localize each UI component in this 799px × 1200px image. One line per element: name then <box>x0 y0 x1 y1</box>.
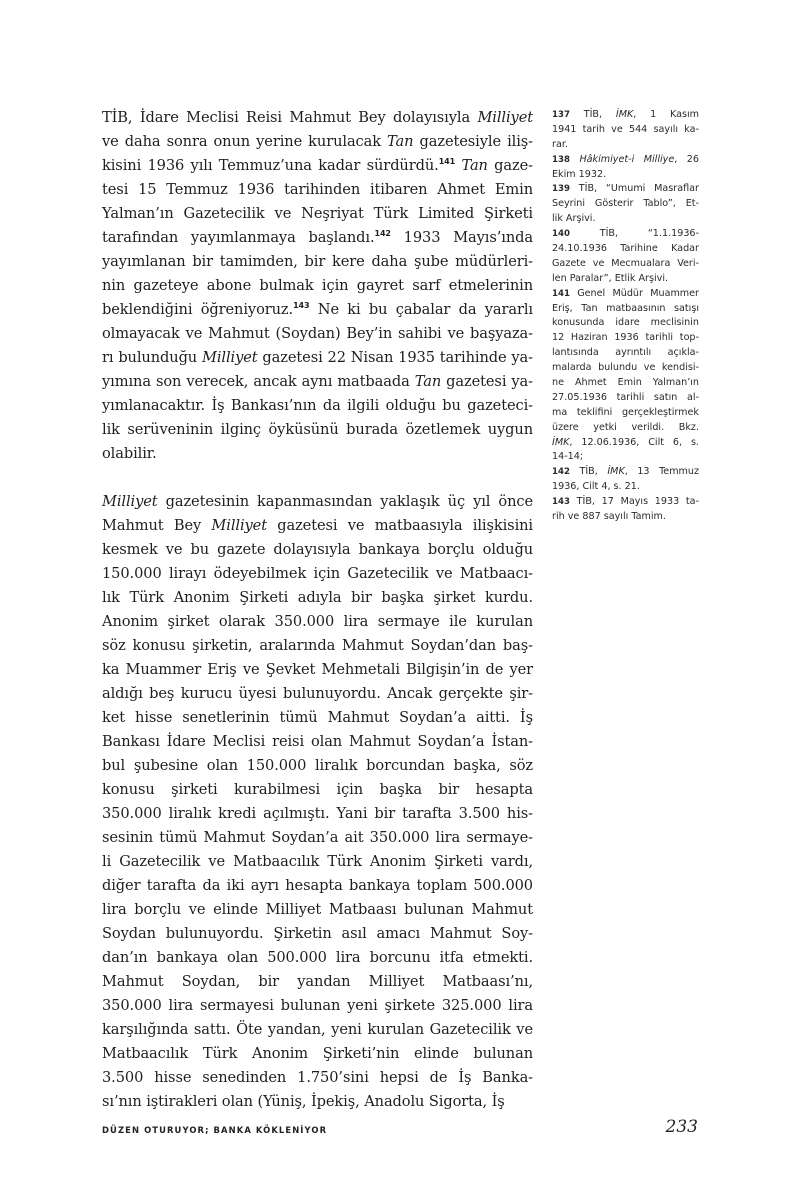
footnote-line: Ekim 1932. <box>552 168 607 180</box>
text-line: bul şubesine olan 150.000 liralık borcundan başka, söz <box>102 757 533 774</box>
text-line: nin gazeteye abone bulmak için gayret sarf etmelerinin <box>102 277 533 294</box>
footnote-139 <box>552 182 699 227</box>
running-head: DÜZEN OTURUYOR; BANKA KÖKLENİYOR <box>102 1125 328 1135</box>
footnote-line: 24.10.1936 Tarihine Kadar <box>552 243 699 255</box>
footnote-138 <box>552 153 699 183</box>
text-line: Soydan bulunuyordu. Şirketin asıl amacı Mahmut Soy- <box>102 925 533 942</box>
text-line: Mahmut Bey Milliyet gazetesi ve matbaasıyla ilişkisini <box>102 517 534 534</box>
footnote-line: Eriş, Tan matbaasının satışı <box>552 302 699 314</box>
text-line: kisini 1936 yılı Temmuz’una kadar sürdürdü.$^{141}$ Tan gaze- <box>102 157 533 174</box>
text-line: söz konusu şirketin, aralarında Mahmut Soydan’dan baş- <box>102 637 533 654</box>
footnote-141 <box>552 287 699 466</box>
text-line: diğer tarafta da iki ayrı hesapta bankaya toplam 500.000 <box>102 877 533 894</box>
text-line: 3.500 hisse senedinden 1.750’sini hepsi de İş Banka- <box>102 1069 533 1086</box>
footnote-line: 140 TİB, “1.1.1936- <box>552 228 699 240</box>
footnote-line: 137 TİB, İMK, 1 Kasım <box>552 109 700 120</box>
footnote-line: 1941 tarih ve 544 sayılı ka- <box>552 123 699 135</box>
text-line: yımına son verecek, ancak aynı matbaada Tan gazetesi ya- <box>102 373 533 390</box>
text-line: aldığı beş kurucu üyesi bulunuyordu. Ancak gerçekte şir- <box>102 685 533 702</box>
footnote-143 <box>552 495 699 525</box>
text-line: TİB, İdare Meclisi Reisi Mahmut Bey dolayısıyla Milliyet <box>102 109 533 126</box>
footnote-line: konusunda idare meclisinin <box>552 317 699 329</box>
footnote-line: 143 TİB, 17 Mayıs 1933 ta- <box>552 496 699 508</box>
text-line: Bankası İdare Meclisi reisi olan Mahmut Soydan’a İstan- <box>102 733 533 750</box>
text-line: olabilir. <box>102 445 157 462</box>
footnote-number: 137 <box>552 110 570 120</box>
text-line: Anonim şirket olarak 350.000 lira sermaye ile kurulan <box>102 613 533 630</box>
footnote-140 <box>552 227 699 287</box>
text-line: beklendiğini öğreniyoruz.$^{143}$ Ne ki bu çabalar da yararlı <box>102 301 533 318</box>
text-line: Yalman’ın Gazetecilik ve Neşriyat Türk Limited Şirketi <box>102 205 533 222</box>
text-line: 150.000 lirayı ödeyebilmek için Gazetecilik ve Matbaacı- <box>102 565 533 582</box>
text-line: 350.000 liralık kredi açılmıştı. Yani bir tarafta 3.500 his- <box>102 805 533 822</box>
footnote-line: lik Arşivi. <box>552 213 596 225</box>
text-line: yımlanacaktır. İş Bankası’nın da ilgili olduğu bu gazeteci- <box>102 397 533 414</box>
footnote-line: İMK, 12.06.1936, Cilt 6, s. <box>552 436 699 448</box>
page-number: 233 <box>665 1117 698 1137</box>
text-line: lik serüveninin ilginç öyküsünü burada özetlemek uygun <box>102 421 533 438</box>
text-line: konusu şirketi kurabilmesi için başka bir hesapta <box>102 781 533 798</box>
text-line: sesinin tümü Mahmut Soydan’a ait 350.000 lira sermaye- <box>102 829 533 846</box>
footnote-line: 141 Genel Müdür Muammer <box>552 287 699 299</box>
footnote-line: 138 Hâkimiyet-i Milliye, 26 <box>552 153 699 165</box>
text-line: yayımlanan bir tamimden, bir kere daha şube müdürleri- <box>102 253 533 270</box>
footnote-line: üzere yetki verildi. Bkz. <box>552 421 699 433</box>
text-line: ve daha sonra onun yerine kurulacak Tan gazetesiyle iliş- <box>102 133 533 150</box>
text-line: lira borçlu ve elinde Milliyet Matbaası bulunan Mahmut <box>102 901 533 918</box>
footnote-line: Seyrini Gösterir Tablo”, Et- <box>552 198 699 210</box>
footnote-line: rih ve 887 sayılı Tamim. <box>552 511 666 523</box>
text-line: lık Türk Anonim Şirketi adıyla bir başka şirket kurdu. <box>102 589 533 606</box>
paragraph <box>102 490 533 1114</box>
footnote-number: 140 <box>552 229 570 240</box>
footnote-line: lantısında ayrıntılı açıkla- <box>552 347 699 359</box>
text-line: 350.000 lira sermayesi bulunan yeni şirkete 325.000 lira <box>102 997 533 1014</box>
text-line: Mahmut Soydan, bir yandan Milliyet Matbaası’nı, <box>102 973 533 990</box>
text-line: rı bulunduğu Milliyet gazetesi 22 Nisan 1935 tarihinde ya- <box>102 349 533 366</box>
footnote-line: 27.05.1936 tarihli satın al- <box>552 391 699 403</box>
footnote-line: 1936, Cilt 4, s. 21. <box>552 481 640 493</box>
footnote-line: ma teklifini gerçekleştirmek <box>552 406 699 418</box>
footnote-line: 14-14; <box>552 451 584 463</box>
text-line: tesi 15 Temmuz 1936 tarihinden itibaren Ahmet Emin <box>102 181 533 198</box>
text-line: sı’nın iştirakleri olan (Yüniş, İpekiş, Anadolu Sigorta, İş <box>102 1093 505 1110</box>
footnote-line: rar. <box>552 138 568 150</box>
footnote-line: Gazete ve Mecmualara Veri- <box>552 257 699 269</box>
footnote-number: 138 <box>552 154 570 165</box>
footnotes-sidebar <box>552 108 699 525</box>
text-line: tarafından yayımlanmaya başlandı.$^{142}$ 1933 Mayıs’ında <box>102 229 533 246</box>
footnote-line: len Paralar”, Etlik Arşivi. <box>552 272 669 284</box>
footnote-number: 141 <box>552 288 570 299</box>
text-line: olmayacak ve Mahmut (Soydan) Bey’in sahibi ve başyaza- <box>102 325 533 342</box>
footnote-142 <box>552 465 699 495</box>
footnote-137 <box>552 108 699 153</box>
text-line: li Gazetecilik ve Matbaacılık Türk Anonim Şirketi vardı, <box>102 853 533 870</box>
text-line: dan’ın bankaya olan 500.000 lira borcunu itfa etmekti. <box>102 949 533 966</box>
text-line: ka Muammer Eriş ve Şevket Mehmetali Bilgişin’in de yer <box>102 661 533 678</box>
footnote-line: ne Ahmet Emin Yalman’ın <box>552 377 699 389</box>
footnote-number: 142 <box>552 467 570 478</box>
footnote-number: 143 <box>552 497 570 508</box>
text-line: kesmek ve bu gazete dolayısıyla bankaya borçlu olduğu <box>102 541 533 558</box>
text-line: Matbaacılık Türk Anonim Şirketi’nin elinde bulunan <box>102 1045 533 1062</box>
text-line: ket hisse senetlerinin tümü Mahmut Soydan’a aitti. İş <box>102 709 533 726</box>
footnote-line: malarda bulundu ve kendisi- <box>552 362 699 374</box>
main-text-column <box>102 106 533 1114</box>
footnote-line: 12 Haziran 1936 tarihli top- <box>552 332 699 344</box>
footnote-line: 139 TİB, “Umumi Masraflar <box>552 183 699 195</box>
paragraph <box>102 106 533 466</box>
text-line: karşılığında sattı. Öte yandan, yeni kurulan Gazetecilik ve <box>102 1021 533 1038</box>
text-line: Milliyet gazetesinin kapanmasından yaklaşık üç yıl önce <box>102 493 533 510</box>
footnote-line: 142 TİB, İMK, 13 Temmuz <box>552 466 700 478</box>
footnote-number: 139 <box>552 184 570 195</box>
